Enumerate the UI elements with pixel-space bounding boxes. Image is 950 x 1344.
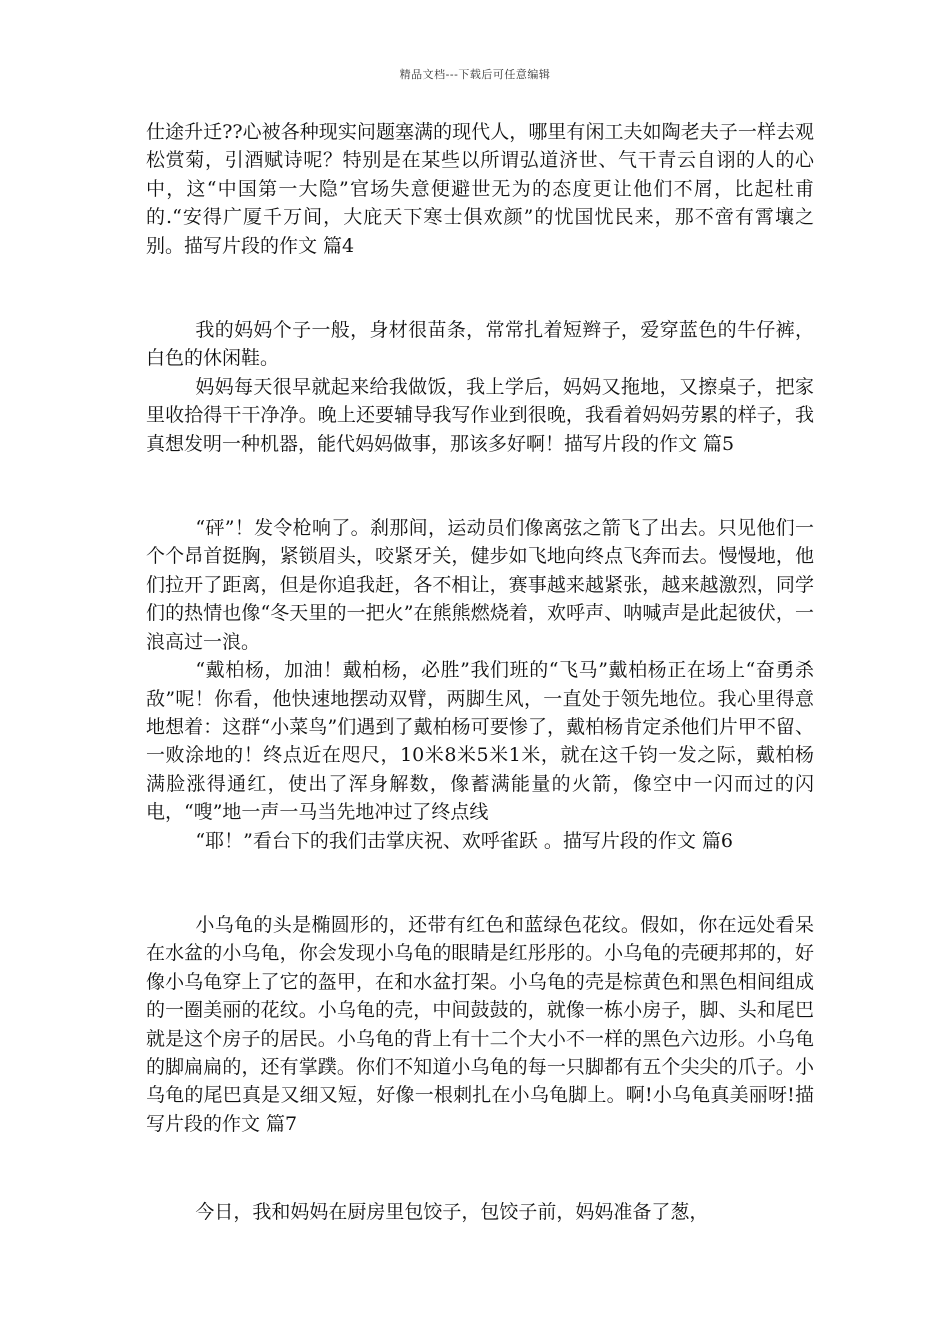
paragraph-1: 仕途升迁??心被各种现实问题塞满的现代人，哪里有闲工夫如陶老夫子一样去观松赏菊，引酒赋诗呢？特别是在某些以所谓弘道济世、气干青云自诩的人的心中，这“中国第一大隐”官场失意便避世无为的态度更让他们不屑，比起杜甫的.“安得广厦千万间，大庇天下寒士俱欢颜”的忧国忧民来，那不啻有霄壤之别。描写片段的作文 篇4 [146,121,814,257]
paragraph-gap [146,260,814,316]
paragraph-gap [146,1138,814,1198]
paragraph-gap [146,458,814,514]
page-header: 精品文档---下载后可任意编辑 [399,68,551,81]
paragraph-gap [146,855,814,911]
paragraph-2: 我的妈妈个子一般，身材很苗条，常常扎着短辫子，爱穿蓝色的牛仔裤，白色的休闲鞋。 [146,319,814,370]
paragraph-8: 今日，我和妈妈在厨房里包饺子，包饺子前，妈妈准备了葱， [195,1201,709,1224]
paragraph-7: 小乌龟的头是椭圆形的，还带有红色和蓝绿色花纹。假如，你在远处看呆在水盆的小乌龟，你会发现小乌龟的眼睛是红彤彤的。小乌龟的壳硬邦邦的，好像小乌龟穿上了它的盔甲，在和水盆打架。小乌龟的壳是棕黄色和黑色相间组成的一圈美丽的花纹。小乌龟的壳，中间鼓鼓的，就像一栋小房子，脚、头和尾巴就是这个房子的居民。小乌龟的背上有十二个大小不一样的黑色六边形。小乌龟的脚扁扁的，还有掌蹼。你们不知道小乌龟的每一只脚都有五个尖尖的爪子。小乌龟的尾巴真是又细又短，好像一根刺扎在小乌龟脚上。啊!小乌龟真美丽呀!描写片段的作文 篇7 [146,913,814,1135]
document-body [146,118,814,1227]
paragraph-5: “戴柏杨，加油！戴柏杨，必胜”我们班的“飞马”戴柏杨正在场上“奋勇杀敌”呢！你看，他快速地摆动双臂，两脚生风，一直处于领先地位。我心里得意地想着：这群“小菜鸟”们遇到了戴柏杨可要惨了，戴柏杨肯定杀他们片甲不留、一败涂地的！终点近在咫尺，10米8米5米1米，就在这千钧一发之际，戴柏杨满脸涨得通红，使出了浑身解数，像蓄满能量的火箭，像空中一闪而过的闪电，“嗖”地一声一马当先地冲过了终点线 [146,659,814,824]
paragraph-3: 妈妈每天很早就起来给我做饭，我上学后，妈妈又拖地，又擦桌子，把家里收拾得干干净净。晚上还要辅导我写作业到很晚，我看着妈妈劳累的样子，我真想发明一种机器，能代妈妈做事，那该多好啊！描写片段的作文 篇5 [146,375,814,455]
paragraph-4: “砰”！发令枪响了。刹那间，运动员们像离弦之箭飞了出去。只见他们一个个昂首挺胸，紧锁眉头，咬紧牙关，健步如飞地向终点飞奔而去。慢慢地，他们拉开了距离，但是你追我赶，各不相让，赛事越来越紧张，越来越激烈，同学们的热情也像“冬天里的一把火”在熊熊燃烧着，欢呼声、呐喊声是此起彼伏，一浪高过一浪。 [146,517,814,653]
paragraph-6: “耶！”看台下的我们击掌庆祝、欢呼雀跃 。描写片段的作文 篇6 [195,829,733,852]
